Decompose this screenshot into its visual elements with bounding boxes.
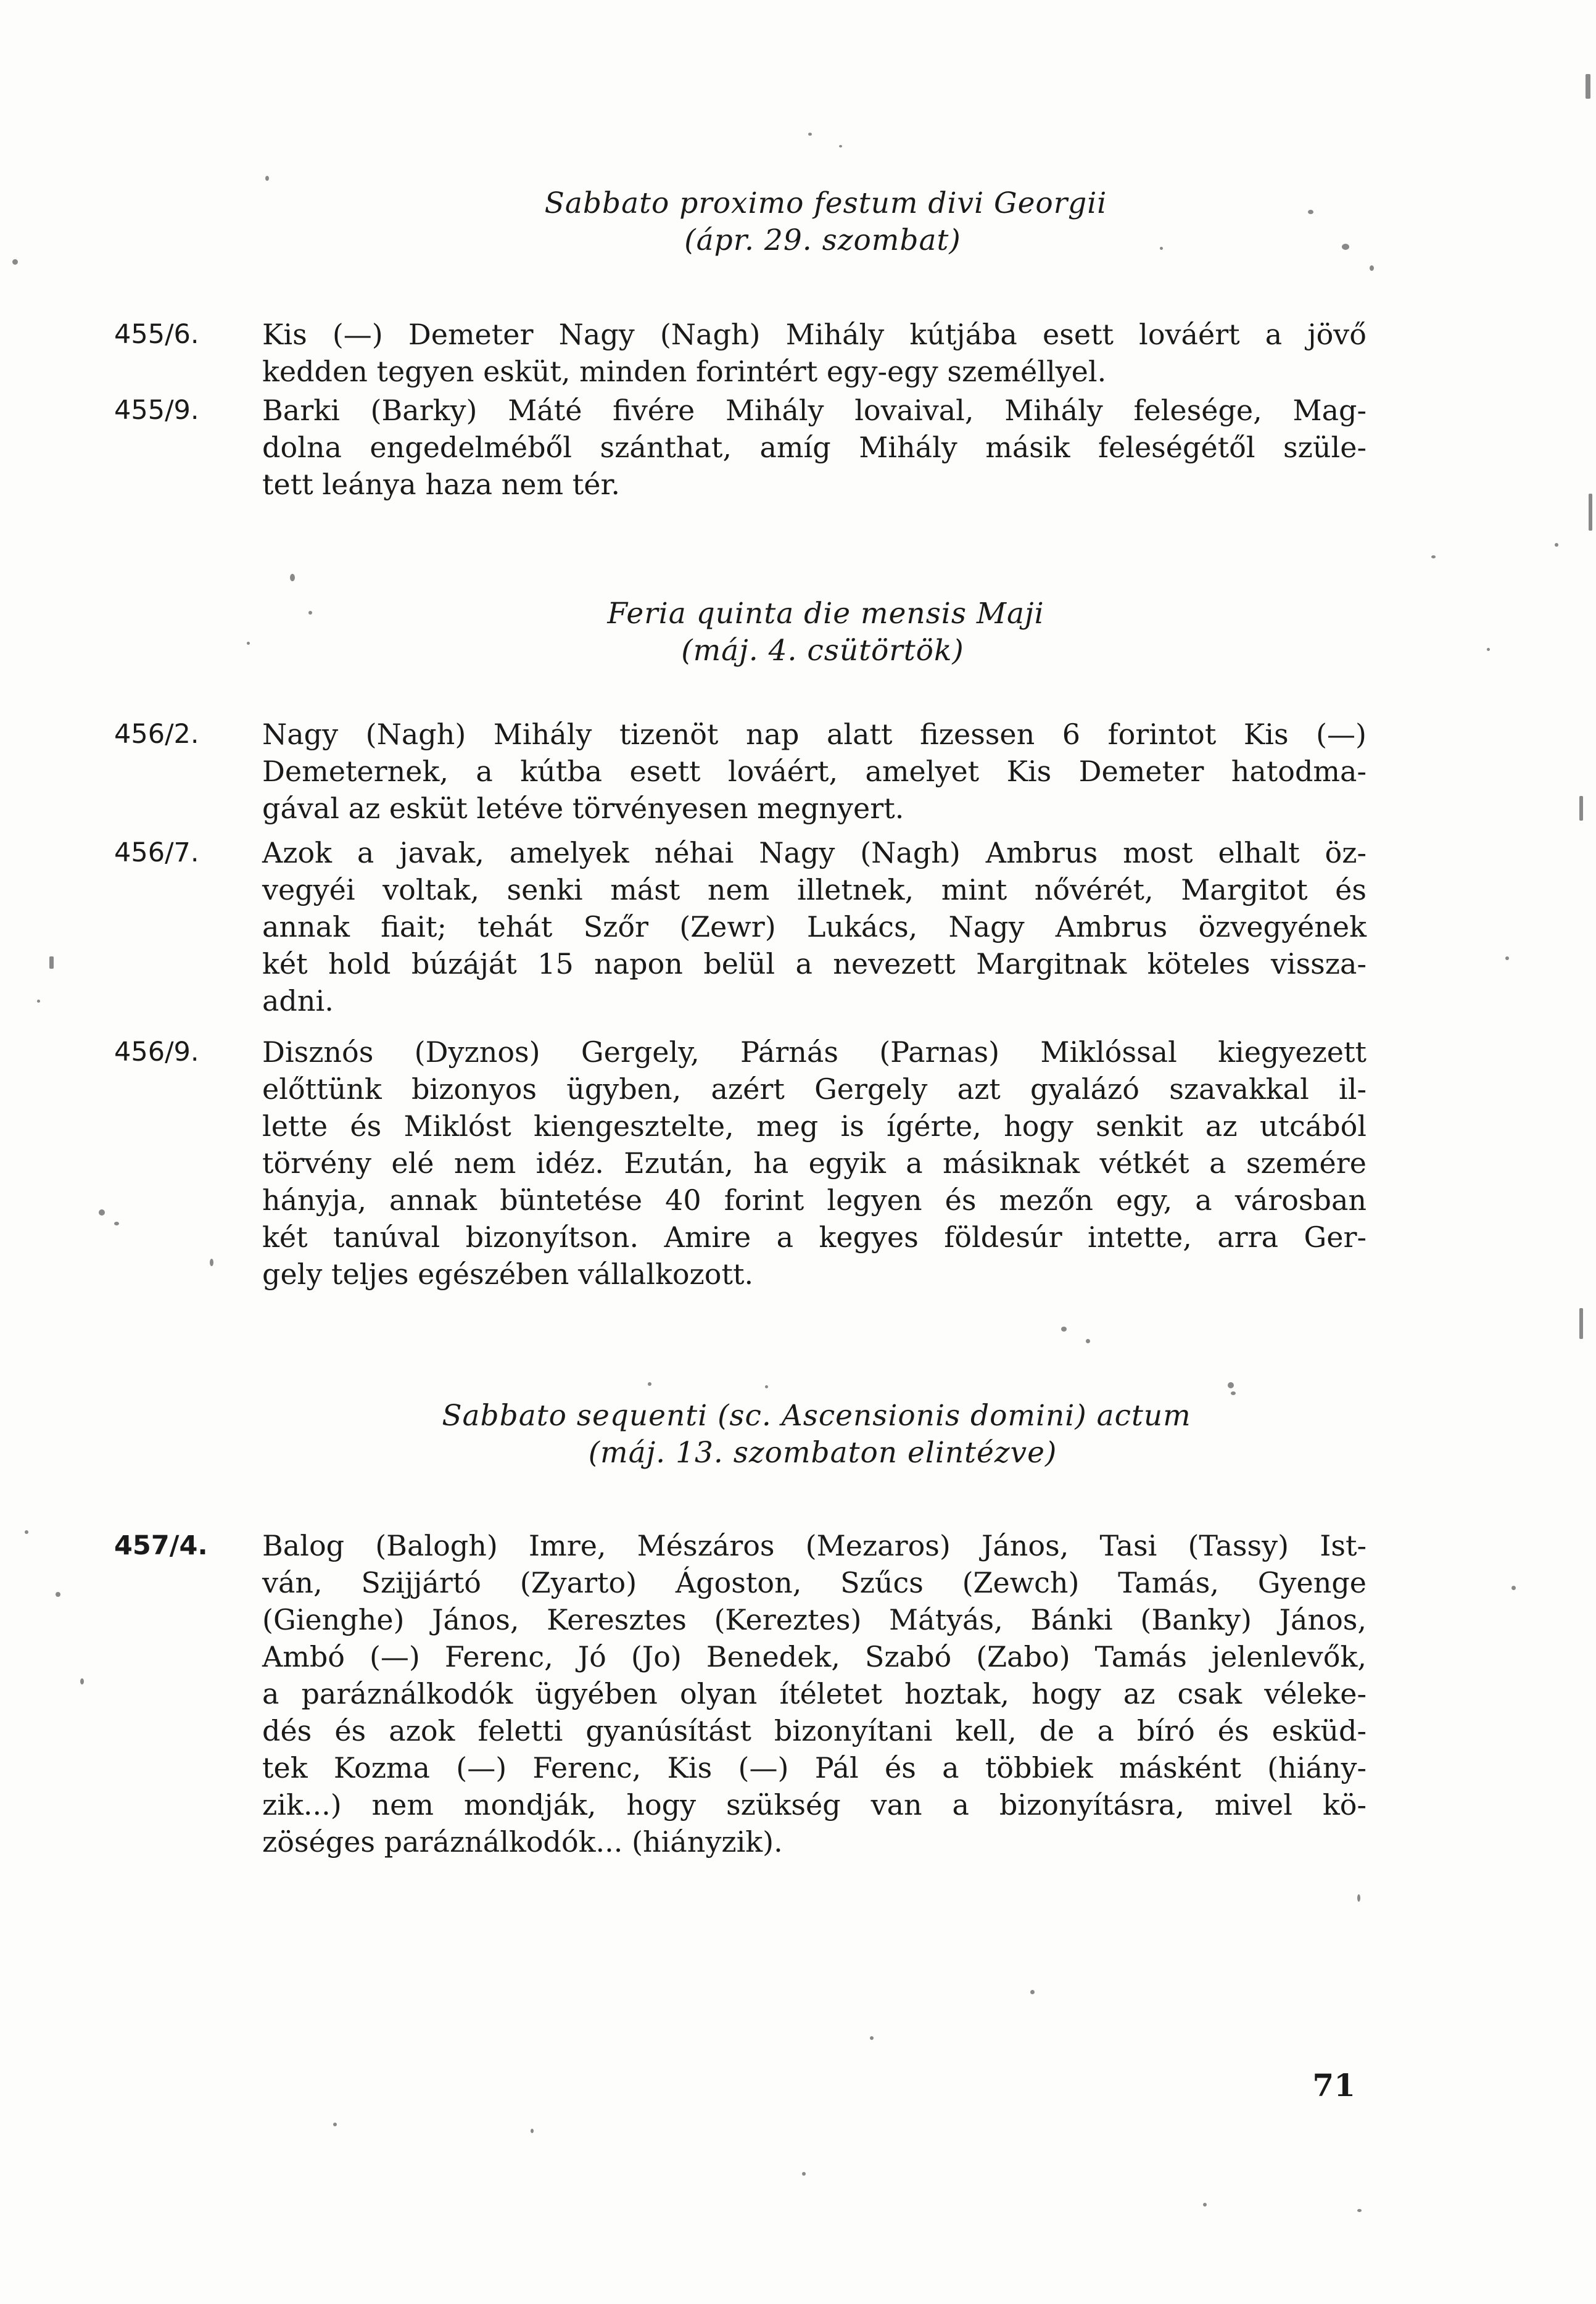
entry-text [262, 834, 1367, 1019]
heading-date: (máj. 13. szombaton elintézve) [588, 1436, 1057, 1470]
text-line: Balog (Balogh) Imre, Mészáros (Mezaros) János, Tasi (Tassy) Ist- [262, 1529, 1367, 1562]
text-line: kedden tegyen esküt, minden forintért egy-egy személlyel. [262, 355, 1107, 388]
heading-date: (ápr. 29. szombat) [684, 223, 961, 257]
section-heading [0, 595, 1596, 669]
text-line: tett leánya haza nem tér. [262, 468, 621, 501]
text-line: Barki (Barky) Máté fivére Mihály lovaival, Mihály felesége, Mag- [262, 394, 1367, 427]
text-line: lette és Miklóst kiengesztelte, meg is ígérte, hogy senkit az utcából [262, 1109, 1367, 1143]
text-line: előttünk bizonyos ügyben, azért Gergely azt gyalázó szavakkal il- [262, 1072, 1367, 1106]
entry [114, 716, 1367, 827]
text-line: dolna engedelméből szánthat, amíg Mihály másik feleségétől szüle- [262, 431, 1367, 464]
entry-text [262, 716, 1367, 827]
text-line: Demeternek, a kútba esett lováért, amelyet Kis Demeter hatodma- [262, 755, 1367, 788]
text-line: ván, Szijjártó (Zyarto) Ágoston, Szűcs (Zewch) Tamás, Gyenge [262, 1566, 1367, 1599]
heading-date: (máj. 4. csütörtök) [681, 634, 964, 668]
page-number: 71 [1312, 2067, 1355, 2103]
text-line: törvény elé nem idéz. Ezután, ha egyik a másiknak vétkét a szemére [262, 1146, 1367, 1180]
entry [114, 834, 1367, 1019]
text-line: Ambó (—) Ferenc, Jó (Jo) Benedek, Szabó (Zabo) Tamás jelenlevők, [262, 1640, 1367, 1673]
entry [114, 1527, 1367, 1860]
text-line: zöséges paráználkodók... (hiányzik). [262, 1825, 783, 1859]
text-line: annak fiait; tehát Szőr (Zewr) Lukács, Nagy Ambrus özvegyének [262, 910, 1367, 943]
heading-title: Feria quinta die mensis Maji [607, 597, 1044, 631]
entry-text [262, 1527, 1367, 1860]
text-line: két hold búzáját 15 napon belül a nevezett Margitnak köteles vissza- [262, 947, 1367, 980]
text-line: Azok a javak, amelyek néhai Nagy (Nagh) Ambrus most elhalt öz- [262, 836, 1367, 869]
text-line: adni. [262, 984, 334, 1017]
heading-title: Sabbato proximo festum divi Georgii [544, 186, 1107, 220]
text-line: Kis (—) Demeter Nagy (Nagh) Mihály kútjába esett lováért a jövő [262, 318, 1367, 351]
text-line: két tanúval bizonyítson. Amire a kegyes földesúr intette, arra Ger- [262, 1220, 1367, 1254]
entry-text [262, 316, 1367, 390]
entry-number: 456/2. [114, 719, 199, 750]
text-line: Nagy (Nagh) Mihály tizenöt nap alatt fizessen 6 forintot Kis (—) [262, 718, 1367, 751]
text-line: dés és azok feletti gyanúsítást bizonyítani kell, de a bíró és esküd- [262, 1714, 1367, 1747]
text-line: (Gienghe) János, Keresztes (Kereztes) Mátyás, Bánki (Banky) János, [262, 1603, 1367, 1636]
entry [114, 392, 1367, 503]
entry-number: 455/9. [114, 395, 199, 426]
entry-text [262, 392, 1367, 503]
text-line: Disznós (Dyznos) Gergely, Párnás (Parnas) Miklóssal kiegyezett [262, 1035, 1367, 1069]
heading-title: Sabbato sequenti (sc. Ascensionis domini) actum [442, 1399, 1191, 1433]
text-line: zik...) nem mondják, hogy szükség van a bizonyításra, mivel kö- [262, 1788, 1367, 1821]
text-line: gely teljes egészében vállalkozott. [262, 1258, 754, 1291]
text-line: gával az esküt letéve törvényesen megnyert. [262, 792, 904, 825]
text-line: vegyéi voltak, senki mást nem illetnek, mint nővérét, Margitot és [262, 873, 1367, 906]
entry [114, 316, 1367, 390]
entry-number: 455/6. [114, 319, 199, 350]
entry-number: 457/4. [114, 1530, 208, 1561]
entry-number: 456/9. [114, 1037, 199, 1067]
entry [114, 1034, 1367, 1293]
text-line: a paráználkodók ügyében olyan ítéletet hoztak, hogy az csak véleke- [262, 1677, 1367, 1710]
section-heading [0, 185, 1596, 259]
entry-text [262, 1034, 1367, 1293]
text-line: hányja, annak büntetése 40 forint legyen és mezőn egy, a városban [262, 1183, 1367, 1217]
text-line: tek Kozma (—) Ferenc, Kis (—) Pál és a többiek másként (hiány- [262, 1751, 1367, 1784]
entry-number: 456/7. [114, 837, 199, 868]
section-heading [0, 1398, 1596, 1472]
